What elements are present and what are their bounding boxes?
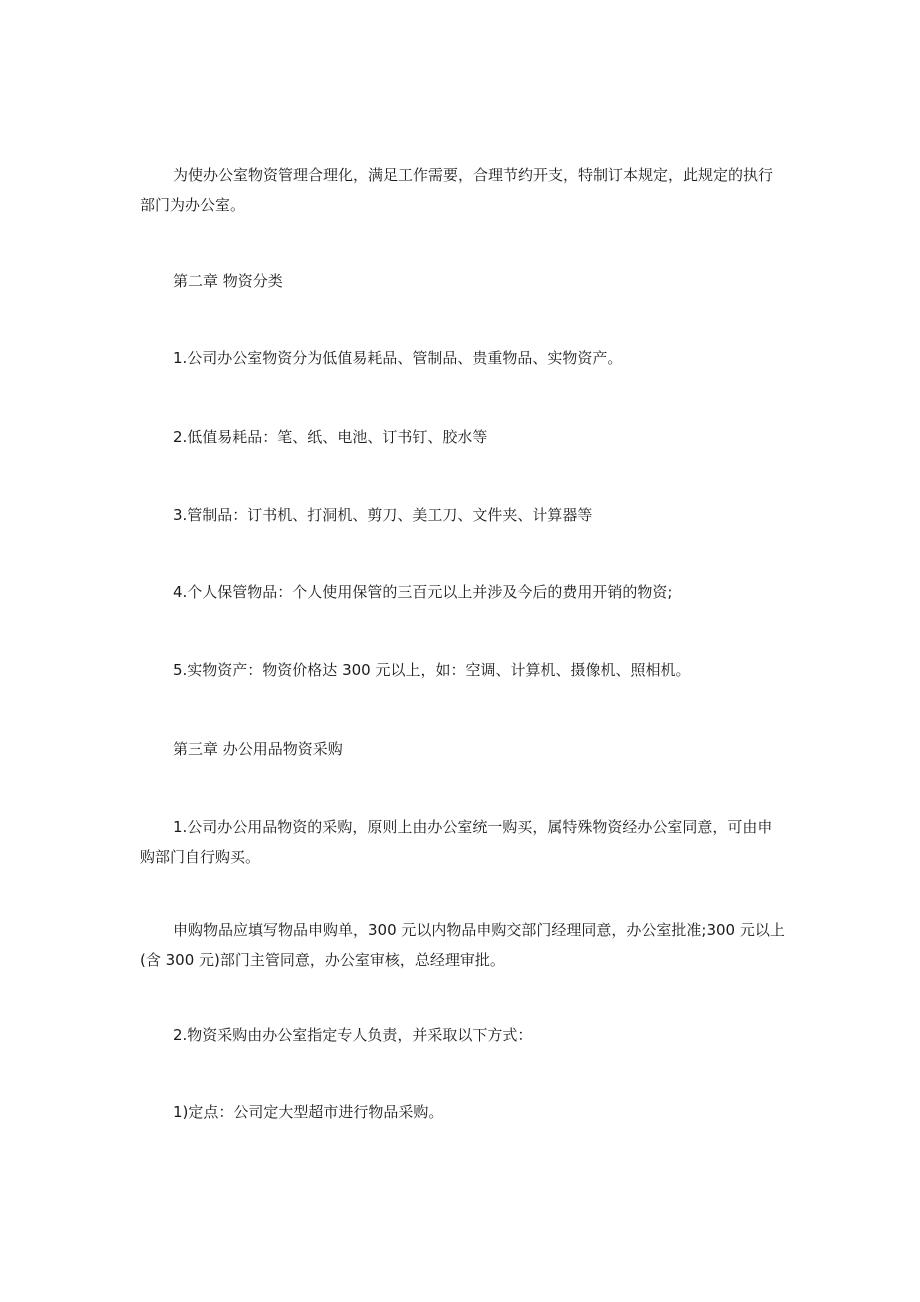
chapter-3-item-1: 1.公司办公用品物资的采购，原则上由办公室统一购买，属特殊物资经办公室同意，可由申购部门自行购买。 xyxy=(140,818,773,866)
chapter-3-heading: 第三章 办公用品物资采购 xyxy=(173,740,343,758)
chapter-2-item-5: 5.实物资产：物资价格达 300 元以上，如：空调、计算机、摄像机、照相机。 xyxy=(173,661,691,679)
chapter-2-item-4: 4.个人保管物品：个人使用保管的三百元以上并涉及今后的费用开销的物资; xyxy=(173,583,673,601)
purchase-request-paragraph: 申购物品应填写物品申购单，300 元以内物品申购交部门经理同意，办公室批准;300 元以上(含 300 元)部门主管同意，办公室审核，总经理审批。 xyxy=(140,921,785,969)
chapter-3-item-2: 2.物资采购由办公室指定专人负责，并采取以下方式： xyxy=(173,1026,533,1044)
chapter-2-item-1: 1.公司办公室物资分为低值易耗品、管制品、贵重物品、实物资产。 xyxy=(173,349,623,367)
chapter-2-heading: 第二章 物资分类 xyxy=(173,272,283,290)
intro-paragraph: 为使办公室物资管理合理化，满足工作需要，合理节约开支，特制订本规定，此规定的执行部门为办公室。 xyxy=(140,166,774,214)
chapter-3-subitem-1: 1)定点：公司定大型超市进行物品采购。 xyxy=(173,1103,444,1121)
chapter-2-item-3: 3.管制品：订书机、打洞机、剪刀、美工刀、文件夹、计算器等 xyxy=(173,506,593,524)
chapter-2-item-2: 2.低值易耗品：笔、纸、电池、订书钉、胶水等 xyxy=(173,428,488,446)
